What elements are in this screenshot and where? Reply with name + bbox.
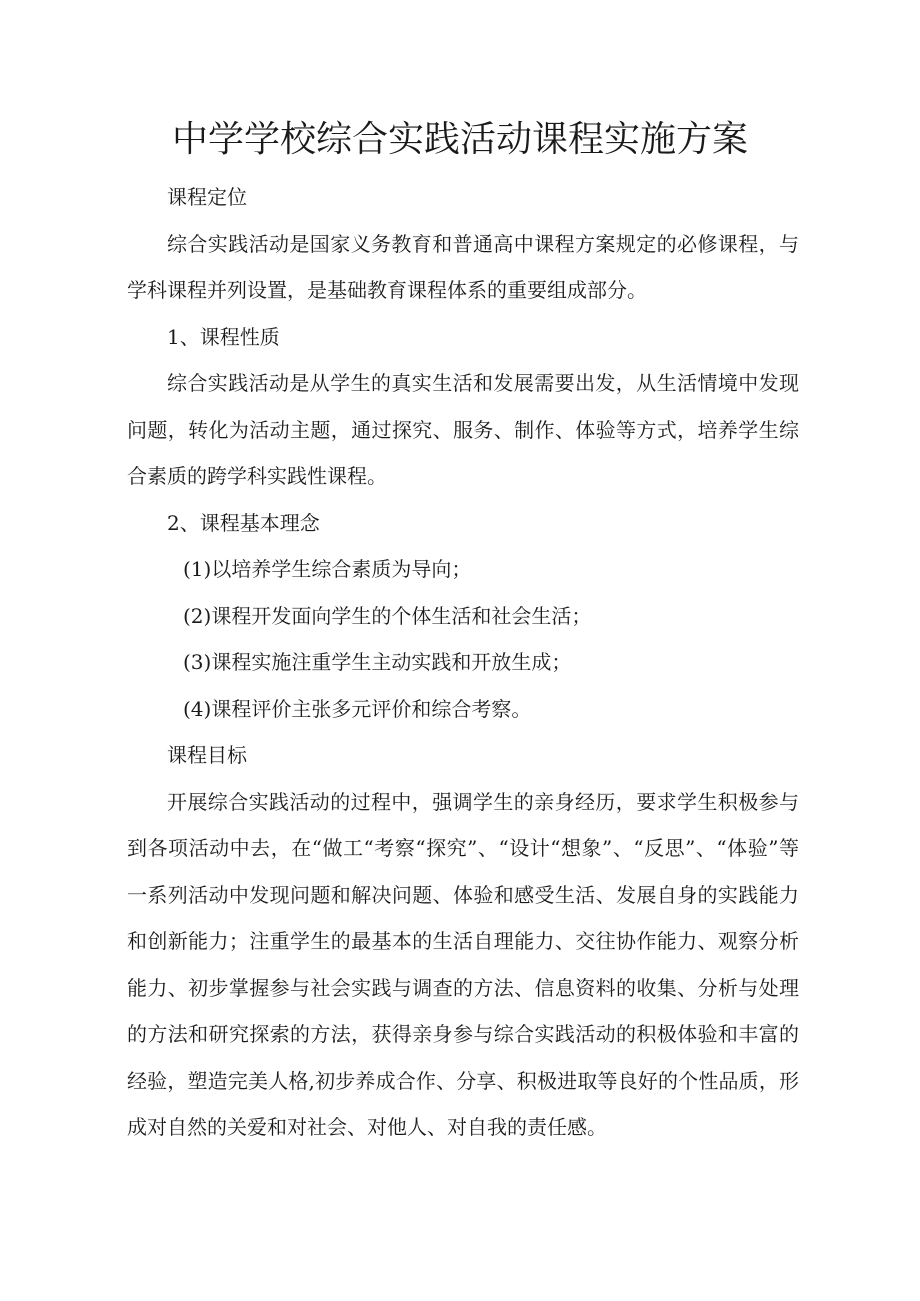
concept-item-2: (2)课程开发面向学生的个体生活和社会生活；	[183, 603, 592, 628]
paragraph-goal: 开展综合实践活动的过程中，强调学生的亲身经历，要求学生积极参与到各项活动中去，在“做工“考察“探究”、“设计“想象”、“反思”、“体验”等一系列活动中发现问题和解决问题、体验和感受生活、发展自身的实践能力和创新能力；注重学生的最基本的生活自理能力、交往协作能力、观察分析能力、初步掌握参与社会实践与调查的方法、信息资料的收集、分析与处理的方法和研究探索的方法，获得亲身参与综合实践活动的积极体验和丰富的经验，塑造完美人格,初步养成合作、分享、积极进取等良好的个性品质，形成对自然的关爱和对社会、对他人、对自我的责任感。	[127, 789, 799, 1139]
concept-item-3: (3)课程实施注重学生主动实践和开放生成；	[183, 650, 572, 674]
paragraph-positioning: 综合实践活动是国家义务教育和普通高中课程方案规定的必修课程，与学科课程并列设置，是基础教育课程体系的重要组成部分。	[127, 231, 799, 302]
section-heading-goal: 课程目标	[167, 743, 247, 767]
concept-item-4: (4)课程评价主张多元评价和综合考察。	[183, 696, 532, 721]
document-body	[127, 174, 799, 1151]
concept-item-1: (1)以培养学生综合素质为导向；	[183, 557, 472, 581]
section-heading-nature: 1、课程性质	[167, 324, 280, 349]
section-heading-positioning: 课程定位	[167, 185, 247, 209]
document-title: 中学学校综合实践活动课程实施方案	[171, 119, 748, 160]
paragraph-nature: 综合实践活动是从学生的真实生活和发展需要出发，从生活情境中发现问题，转化为活动主题，通过探究、服务、制作、体验等方式，培养学生综合素质的跨学科实践性课程。	[127, 371, 799, 488]
section-heading-concept: 2、课程基本理念	[167, 510, 320, 535]
